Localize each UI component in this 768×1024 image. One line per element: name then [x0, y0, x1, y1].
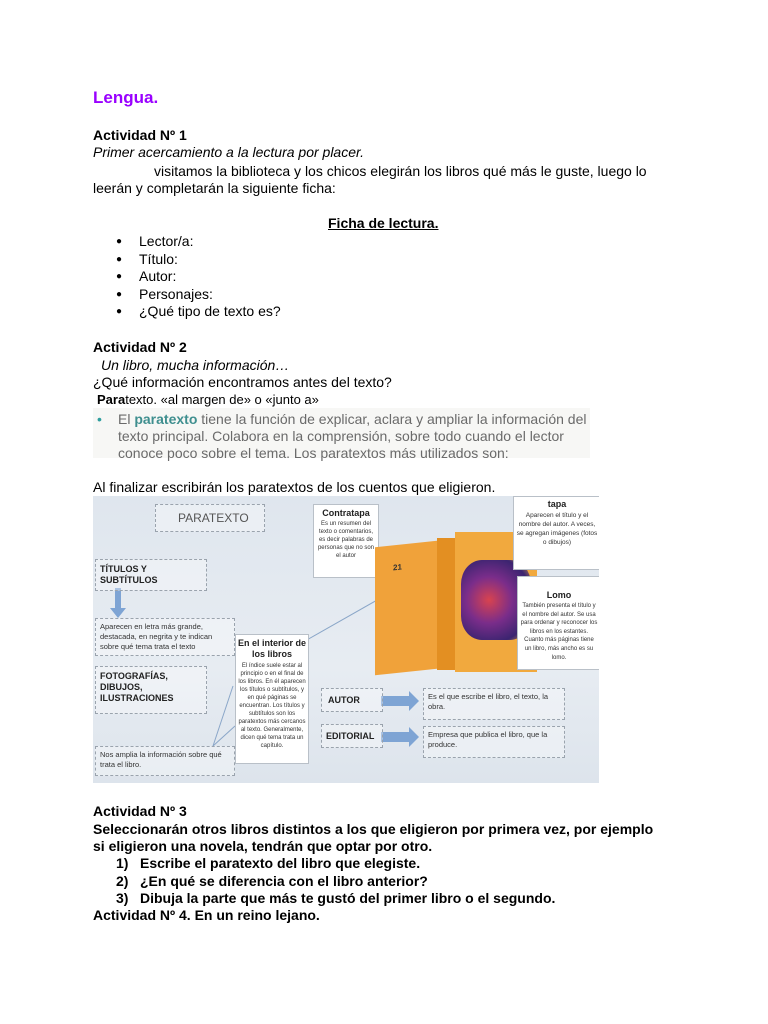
tapa-title: tapa [547, 499, 567, 509]
lomo-box [517, 576, 599, 670]
lomo-text: También presenta el título y el nombre del autor. Se usa para ordenar y reconocer los libros en los estantes. Cuanto más páginas tiene un libro, más ancho es su lomo. [520, 603, 598, 661]
contratapa-text: Es un resumen del texto o comentarios, es decir palabras de personas que no son el autor [317, 521, 375, 559]
activity-3-line-1: Seleccionarán otros libros distintos a los que eligieron por primera vez, por ejemplo [93, 821, 654, 837]
item-text: Dibuja la parte que más te gustó del primer libro o el segundo. [140, 890, 556, 906]
fotos-desc-box [95, 746, 235, 776]
activity-3-line-2: si eligieron una novela, tendrán que optar por otro. [93, 838, 433, 854]
activity-2-closing: Al finalizar escribirán los paratextos de los cuentos que eligieron. [93, 479, 496, 495]
autor-desc-box [423, 688, 565, 720]
fotos-desc: Nos amplia la información sobre qué trata el libro. [100, 750, 222, 769]
activity-2-question: ¿Qué información encontramos antes del texto? [93, 374, 392, 390]
ficha-title: Ficha de lectura. [328, 215, 439, 231]
activity-3-item [116, 855, 421, 872]
activity-3-heading: Actividad Nº 3 [93, 803, 187, 819]
item-text: Escribe el paratexto del libro que elegiste. [140, 855, 421, 871]
fotos-box [95, 666, 207, 714]
tapa-text: Aparecen el título y el nombre del autor. A veces, se agregan imágenes (fotos o dibujos) [516, 512, 598, 546]
page-title: Lengua. [93, 88, 159, 107]
activity-2-subtitle: Un libro, mucha información… [101, 357, 290, 373]
lomo-title: Lomo [546, 590, 572, 600]
titulos-desc: Aparecen en letra más grande, destacada, en negrita y te indican sobre qué tema trata el texto [100, 622, 213, 651]
titulos-box [95, 559, 207, 591]
interior-text: El índice suele estar al principio o en el final de los libros. En él aparecen los títulos o subtítulos, y en qué páginas se encuentran. Los títulos y subtítulos son los paratextos más cercanos al texto. Generalmente, dicen qué tema trata un capítulo. [238, 663, 306, 749]
paratexto-prefix: Para [97, 392, 126, 407]
ficha-item: ● Autor: [116, 268, 281, 286]
autor-label: AUTOR [328, 695, 360, 705]
book-number: 21 [393, 562, 402, 573]
strip-rest: tiene la función de explicar, aclara y ampliar la información del texto principal. Colabora en la comprensión, sobre todo cuando el lector conoce poco sobre el tema. Los paratextos más utilizados son: [118, 411, 587, 461]
paratexto-strip [93, 408, 590, 461]
editorial-label: EDITORIAL [326, 731, 375, 741]
activity-3-item [116, 890, 556, 907]
activity-4-heading: Actividad Nº 4. En un reino lejano. [93, 907, 320, 923]
activity-1-line-2: leerán y completarán la siguiente ficha: [93, 180, 336, 196]
strip-keyword: paratexto [134, 411, 198, 427]
interior-title: En el interior de los libros [238, 638, 307, 659]
paratexto-strip-text [118, 411, 588, 462]
item-number: 1) [116, 855, 129, 871]
item-text: ¿En qué se diferencia con el libro anterior? [140, 873, 428, 889]
ficha-item: ● ¿Qué tipo de texto es? [116, 303, 281, 321]
ficha-item: ● Lector/a: [116, 233, 281, 251]
paratexto-label-box [155, 504, 265, 532]
down-arrow-icon [110, 588, 126, 618]
ficha-item: ● Título: [116, 251, 281, 269]
contratapa-box [313, 504, 379, 578]
editorial-box [321, 724, 383, 748]
autor-box [321, 688, 383, 712]
paratexto-label: PARATEXTO [178, 511, 249, 525]
titulos-desc-box [95, 618, 235, 656]
activity-2-heading: Actividad Nº 2 [93, 339, 187, 355]
right-arrow-icon [381, 691, 419, 711]
right-arrow-icon [381, 727, 419, 747]
bullet-icon: • [97, 411, 102, 427]
activity-1-line-1: visitamos la biblioteca y los chicos elegirán los libros qué más le guste, luego lo [154, 163, 647, 179]
editorial-desc-box [423, 726, 565, 758]
book-back-cover [375, 541, 437, 676]
activity-3-item [116, 873, 428, 890]
activity-1-subtitle: Primer acercamiento a la lectura por placer. [93, 144, 365, 160]
item-number: 2) [116, 873, 129, 889]
interior-box [235, 634, 309, 764]
contratapa-title: Contratapa [322, 508, 370, 518]
tapa-box [513, 496, 599, 570]
strip-pre: El [118, 411, 135, 427]
paratexto-rest: texto. «al margen de» o «junto a» [125, 392, 319, 407]
editorial-desc: Empresa que publica el libro, que la produce. [428, 730, 548, 749]
item-number: 3) [116, 890, 129, 906]
ficha-list [116, 233, 281, 321]
autor-desc: Es el que escribe el libro, el texto, la obra. [428, 692, 549, 711]
paratexto-definition [97, 391, 319, 408]
titulos-label: TÍTULOS Y SUBTÍTULOS [100, 564, 158, 585]
fotos-label: FOTOGRAFÍAS, DIBUJOS, ILUSTRACIONES [100, 671, 174, 703]
paratexto-diagram [93, 496, 599, 783]
ficha-item: ● Personajes: [116, 286, 281, 304]
book-spine [437, 538, 455, 670]
activity-1-heading: Actividad Nº 1 [93, 127, 187, 143]
